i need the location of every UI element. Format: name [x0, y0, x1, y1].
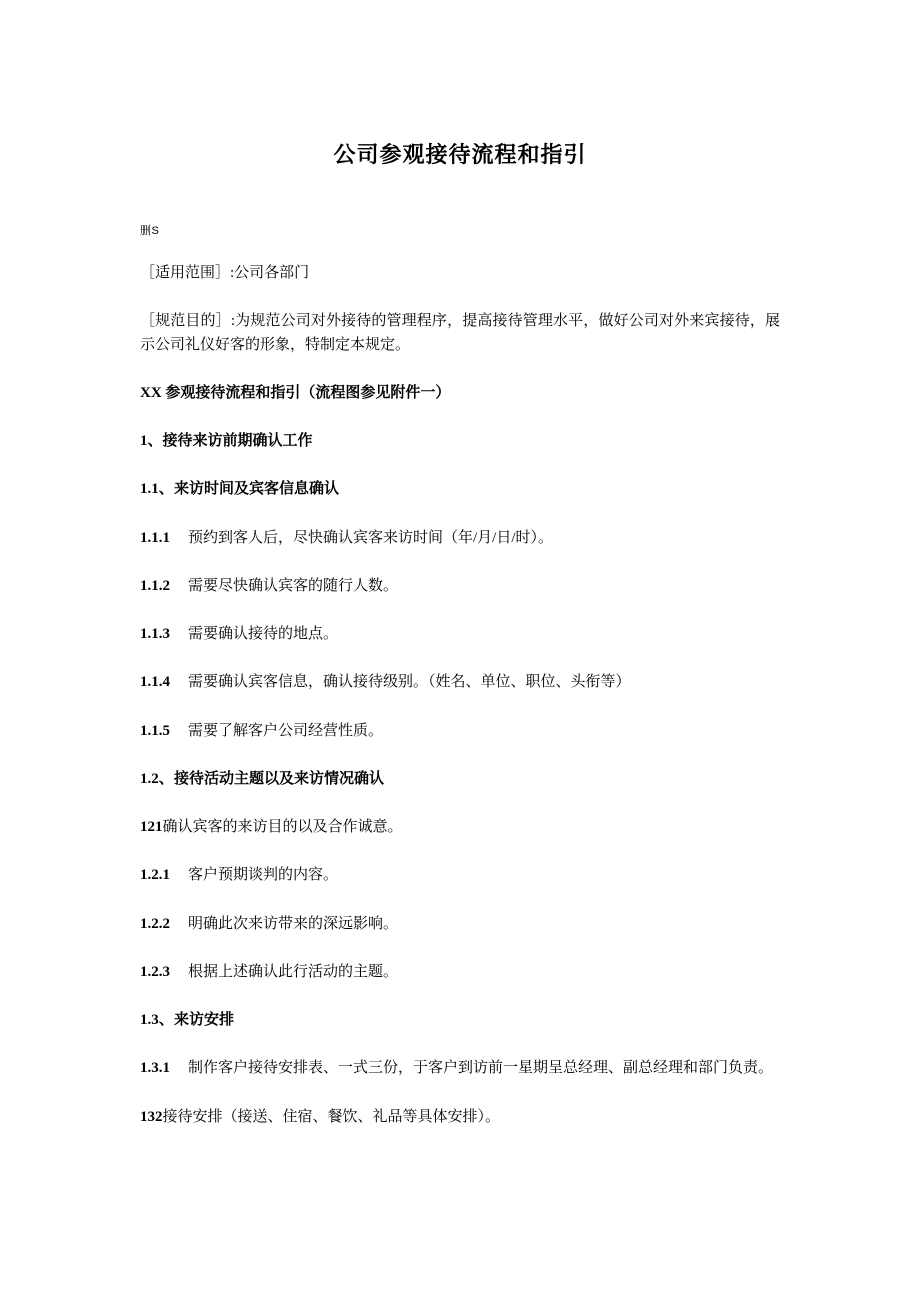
list-item	[140, 623, 780, 646]
list-item-label: 1.3.1	[140, 1060, 170, 1077]
list-item-text: 来访安排	[174, 1012, 235, 1029]
list-item-label: 1.2.1	[140, 867, 170, 884]
list-item-text: 接待安排（接送、住宿、餐饮、礼品等具体安排）。	[162, 1108, 501, 1125]
list-item-text: 需要了解客户公司经营性质。	[188, 722, 384, 739]
list-item	[140, 671, 780, 694]
list-item-text: 明确此次来访带来的深远影响。	[188, 915, 399, 932]
list-item	[140, 430, 780, 453]
list-item	[140, 913, 780, 936]
list-item	[140, 961, 780, 984]
list-item	[140, 864, 780, 887]
list-item	[140, 1106, 780, 1129]
document-body	[140, 223, 780, 1129]
list-item-text: 需要确认宾客信息，确认接待级别。（姓名、单位、职位、头衔等）	[188, 674, 631, 691]
list-item-label: 1.2.2	[140, 915, 170, 932]
list-item	[140, 527, 780, 550]
list-item	[140, 575, 780, 598]
list-item-label: 1.1.1	[140, 529, 170, 546]
list-item-text: 接待来访前期确认工作	[162, 433, 313, 450]
list-item-text: 确认宾客的来访目的以及合作诚意。	[162, 819, 403, 836]
section-heading: XX 参观接待流程和指引（流程图参见附件一）	[140, 384, 451, 401]
scope-line: ［适用范围］:公司各部门	[140, 265, 310, 282]
list-item-text: 需要确认接待的地点。	[188, 626, 339, 643]
list-item-label: 132	[140, 1108, 163, 1125]
list-item-text: 预约到客人后，尽快确认宾客来访时间（年/月/日/时）。	[188, 529, 554, 546]
list-item-text: 来访时间及宾客信息确认	[174, 481, 340, 498]
list-item-label: 1.1.4	[140, 674, 170, 691]
purpose-line: ［规范目的］:为规范公司对外接待的管理程序，提高接待管理水平，做好公司对外来宾接待，展示公司礼仪好客的形象，特制定本规定。	[140, 313, 780, 353]
list-item-label: 1.1.5	[140, 722, 170, 739]
list-item-label: 1.1.2	[140, 577, 170, 594]
list-item-label: 1.2、	[140, 770, 174, 787]
list-item	[140, 1057, 780, 1080]
list-item-label: 1.1.3	[140, 626, 170, 643]
page-title: 公司参观接待流程和指引	[333, 142, 587, 167]
list-item-text: 需要尽快确认宾客的随行人数。	[188, 577, 399, 594]
prefix-note: 删S	[140, 225, 160, 237]
list-item	[140, 1009, 780, 1032]
list-item	[140, 478, 780, 501]
list-item	[140, 768, 780, 791]
list-item-label: 1.1、	[140, 481, 174, 498]
list-item-text: 客户预期谈判的内容。	[188, 867, 339, 884]
list-item-label: 1.3、	[140, 1012, 174, 1029]
list-item	[140, 816, 780, 839]
list-item-label: 1、	[140, 433, 163, 450]
list-item-text: 接待活动主题以及来访情况确认	[174, 770, 385, 787]
list-item-text: 根据上述确认此行活动的主题。	[188, 963, 399, 980]
list-item-label: 1.2.3	[140, 963, 170, 980]
list-item	[140, 720, 780, 743]
list-item-label: 121	[140, 819, 163, 836]
list-item-text: 制作客户接待安排表、一式三份，于客户到访前一星期呈总经理、副总经理和部门负责。	[188, 1060, 774, 1077]
